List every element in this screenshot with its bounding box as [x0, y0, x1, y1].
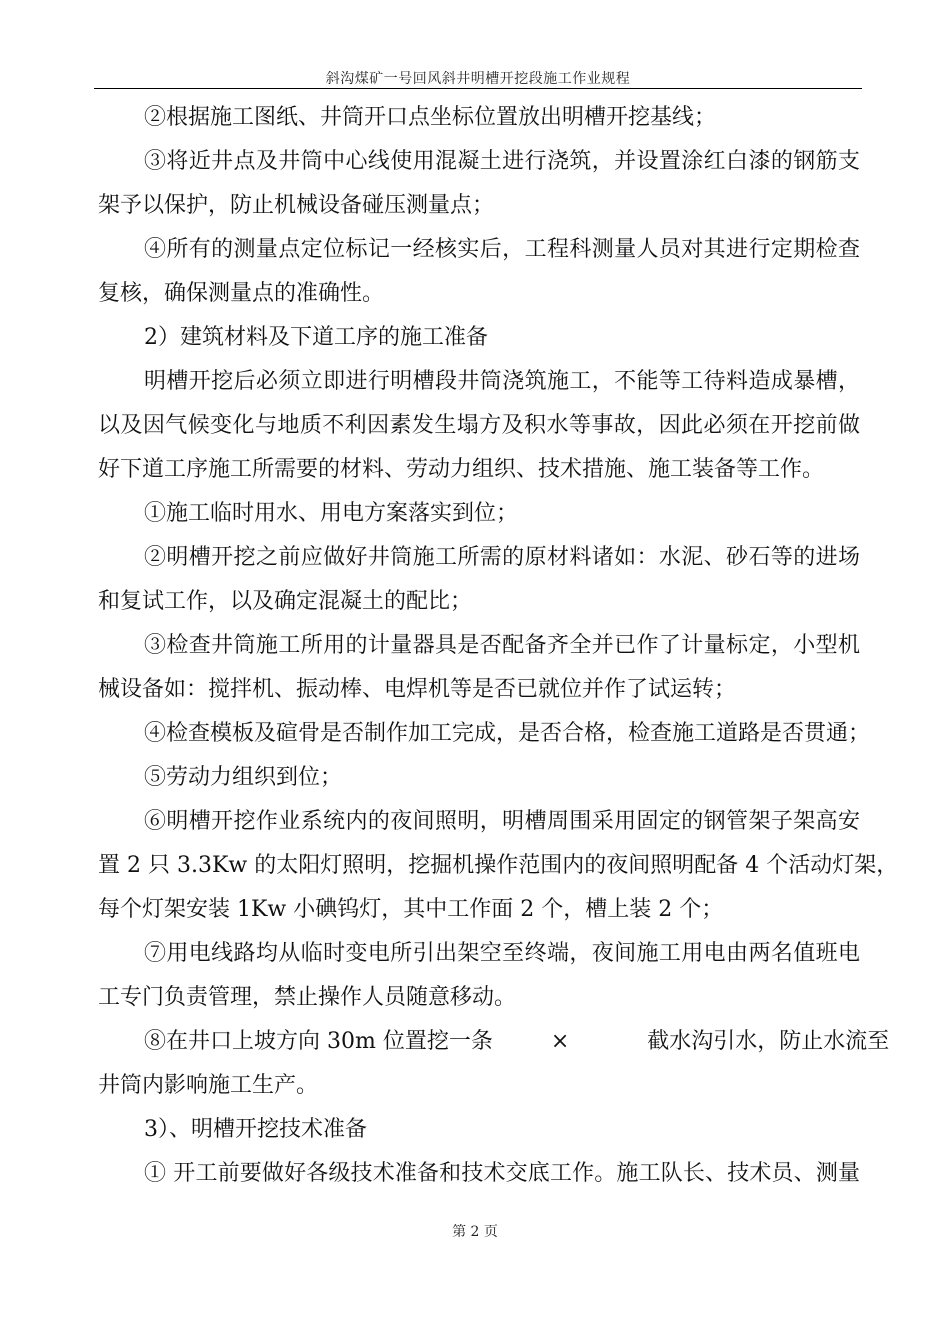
paragraph-line: 明槽开挖后必须立即进行明槽段井筒浇筑施工，不能等工待料造成暴槽，	[144, 369, 860, 394]
paragraph-line: ④检查模板及碹骨是否制作加工完成，是否合格，检查施工道路是否贯通；	[144, 721, 871, 746]
paragraph-line: 架予以保护，防止机械设备碰压测量点；	[98, 193, 495, 218]
paragraph-line: ①施工临时用水、用电方案落实到位；	[144, 501, 519, 526]
line-8-start: ⑧在井口上坡方向 30m 位置挖一条	[144, 1029, 493, 1054]
paragraph-line: ⑤劳动力组织到位；	[144, 765, 343, 790]
paragraph-line: 每个灯架安装 1Kw 小碘钨灯，其中工作面 2 个，槽上装 2 个；	[98, 897, 724, 922]
paragraph-line: ④所有的测量点定位标记一经核实后，工程科测量人员对其进行定期检查	[144, 237, 860, 262]
section-heading: 2）建筑材料及下道工序的施工准备	[144, 325, 488, 350]
paragraph-line: ① 开工前要做好各级技术准备和技术交底工作。施工队长、技术员、测量	[144, 1161, 860, 1186]
paragraph-line: 置 2 只 3.3Kw 的太阳灯照明，挖掘机操作范围内的夜间照明配备 4 个活动灯架，	[98, 853, 899, 878]
paragraph-line: ⑦用电线路均从临时变电所引出架空至终端，夜间施工用电由两名值班电	[144, 941, 860, 966]
paragraph-line: ②明槽开挖之前应做好井筒施工所需的原材料诸如：水泥、砂石等的进场	[144, 545, 860, 570]
line-8-end: 截水沟引水，防止水流至	[647, 1029, 890, 1054]
dimension-times-sign: ×	[550, 1029, 570, 1054]
section-heading: 3）、明槽开挖技术准备	[144, 1117, 367, 1142]
paragraph-line: 复核，确保测量点的准确性。	[98, 281, 385, 306]
paragraph-line: 工专门负责管理，禁止操作人员随意移动。	[98, 985, 517, 1010]
page-number: 第 2 页	[452, 1224, 498, 1240]
paragraph-line: ③将近井点及井筒中心线使用混凝土进行浇筑，并设置涂红白漆的钢筋支	[144, 149, 860, 174]
paragraph-line: 以及因气候变化与地质不利因素发生塌方及积水等事故，因此必须在开挖前做	[98, 413, 860, 438]
paragraph-line: 井筒内影响施工生产。	[98, 1073, 319, 1098]
paragraph-line	[98, 1020, 890, 1064]
running-header: 斜沟煤矿一号回风斜井明槽开挖段施工作业规程	[325, 71, 631, 87]
paragraph-line: ②根据施工图纸、井筒开口点坐标位置放出明槽开挖基线；	[144, 105, 717, 130]
header-rule	[94, 88, 862, 89]
paragraph-line: 和复试工作，以及确定混凝土的配比；	[98, 589, 473, 614]
paragraph-line: ⑥明槽开挖作业系统内的夜间照明，明槽周围采用固定的钢管架子架高安	[144, 809, 860, 834]
paragraph-line: 好下道工序施工所需要的材料、劳动力组织、技术措施、施工装备等工作。	[98, 457, 825, 482]
document-body	[98, 96, 899, 1196]
paragraph-line: 械设备如：搅拌机、振动棒、电焊机等是否已就位并作了试运转；	[98, 677, 737, 702]
paragraph-line: ③检查井筒施工所用的计量器具是否配备齐全并已作了计量标定，小型机	[144, 633, 860, 658]
